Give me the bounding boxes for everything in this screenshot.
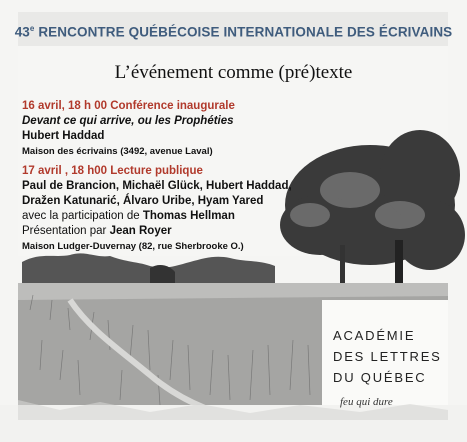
event2-authors-line2: Dražen Katunarić, Álvaro Uribe, Hyam Yared <box>22 195 264 207</box>
event1-venue: Maison des écrivains (3492, avenue Laval) <box>22 146 213 157</box>
org-line1: ACADÉMIE <box>333 328 416 343</box>
event2-when: 17 avril , 18 h00 Lecture publique <box>22 165 203 177</box>
series-name: RENCONTRE QUÉBÉCOISE INTERNATIONALE DES ÉCRIVAINS <box>34 24 453 40</box>
event-series-title <box>0 24 467 40</box>
event1-talk-title: Devant ce qui arrive, ou les Prophéties <box>22 115 234 127</box>
event2-authors-line1: Paul de Brancion, Michaël Glück, Hubert Haddad, <box>22 180 292 192</box>
edition-number: 43 <box>14 24 30 40</box>
event2-venue: Maison Ludger-Duvernay (82, rue Sherbrooke O.) <box>22 241 244 252</box>
event-inaugural <box>22 99 235 159</box>
participation-prefix: avec la participation de <box>22 210 143 222</box>
org-line3: DU QUÉBEC <box>333 370 427 385</box>
organization-logo <box>333 325 453 395</box>
theme-title: L’événement comme (pré)texte <box>114 62 353 83</box>
event-reading <box>22 164 292 254</box>
organization-motto: feu qui dure <box>340 396 393 408</box>
event1-when: 16 avril, 18 h 00 Conférence inaugurale <box>22 100 235 112</box>
presentation-prefix: Présentation par <box>22 225 110 237</box>
presentation-name: Jean Royer <box>109 225 172 237</box>
event2-presentation <box>22 224 292 239</box>
org-line2: DES LETTRES <box>333 349 442 364</box>
header-banner <box>0 0 467 48</box>
event2-participation <box>22 209 292 224</box>
event1-speaker: Hubert Haddad <box>22 130 105 142</box>
participation-name: Thomas Hellman <box>142 210 235 222</box>
ordinal-suffix: e <box>29 24 35 33</box>
